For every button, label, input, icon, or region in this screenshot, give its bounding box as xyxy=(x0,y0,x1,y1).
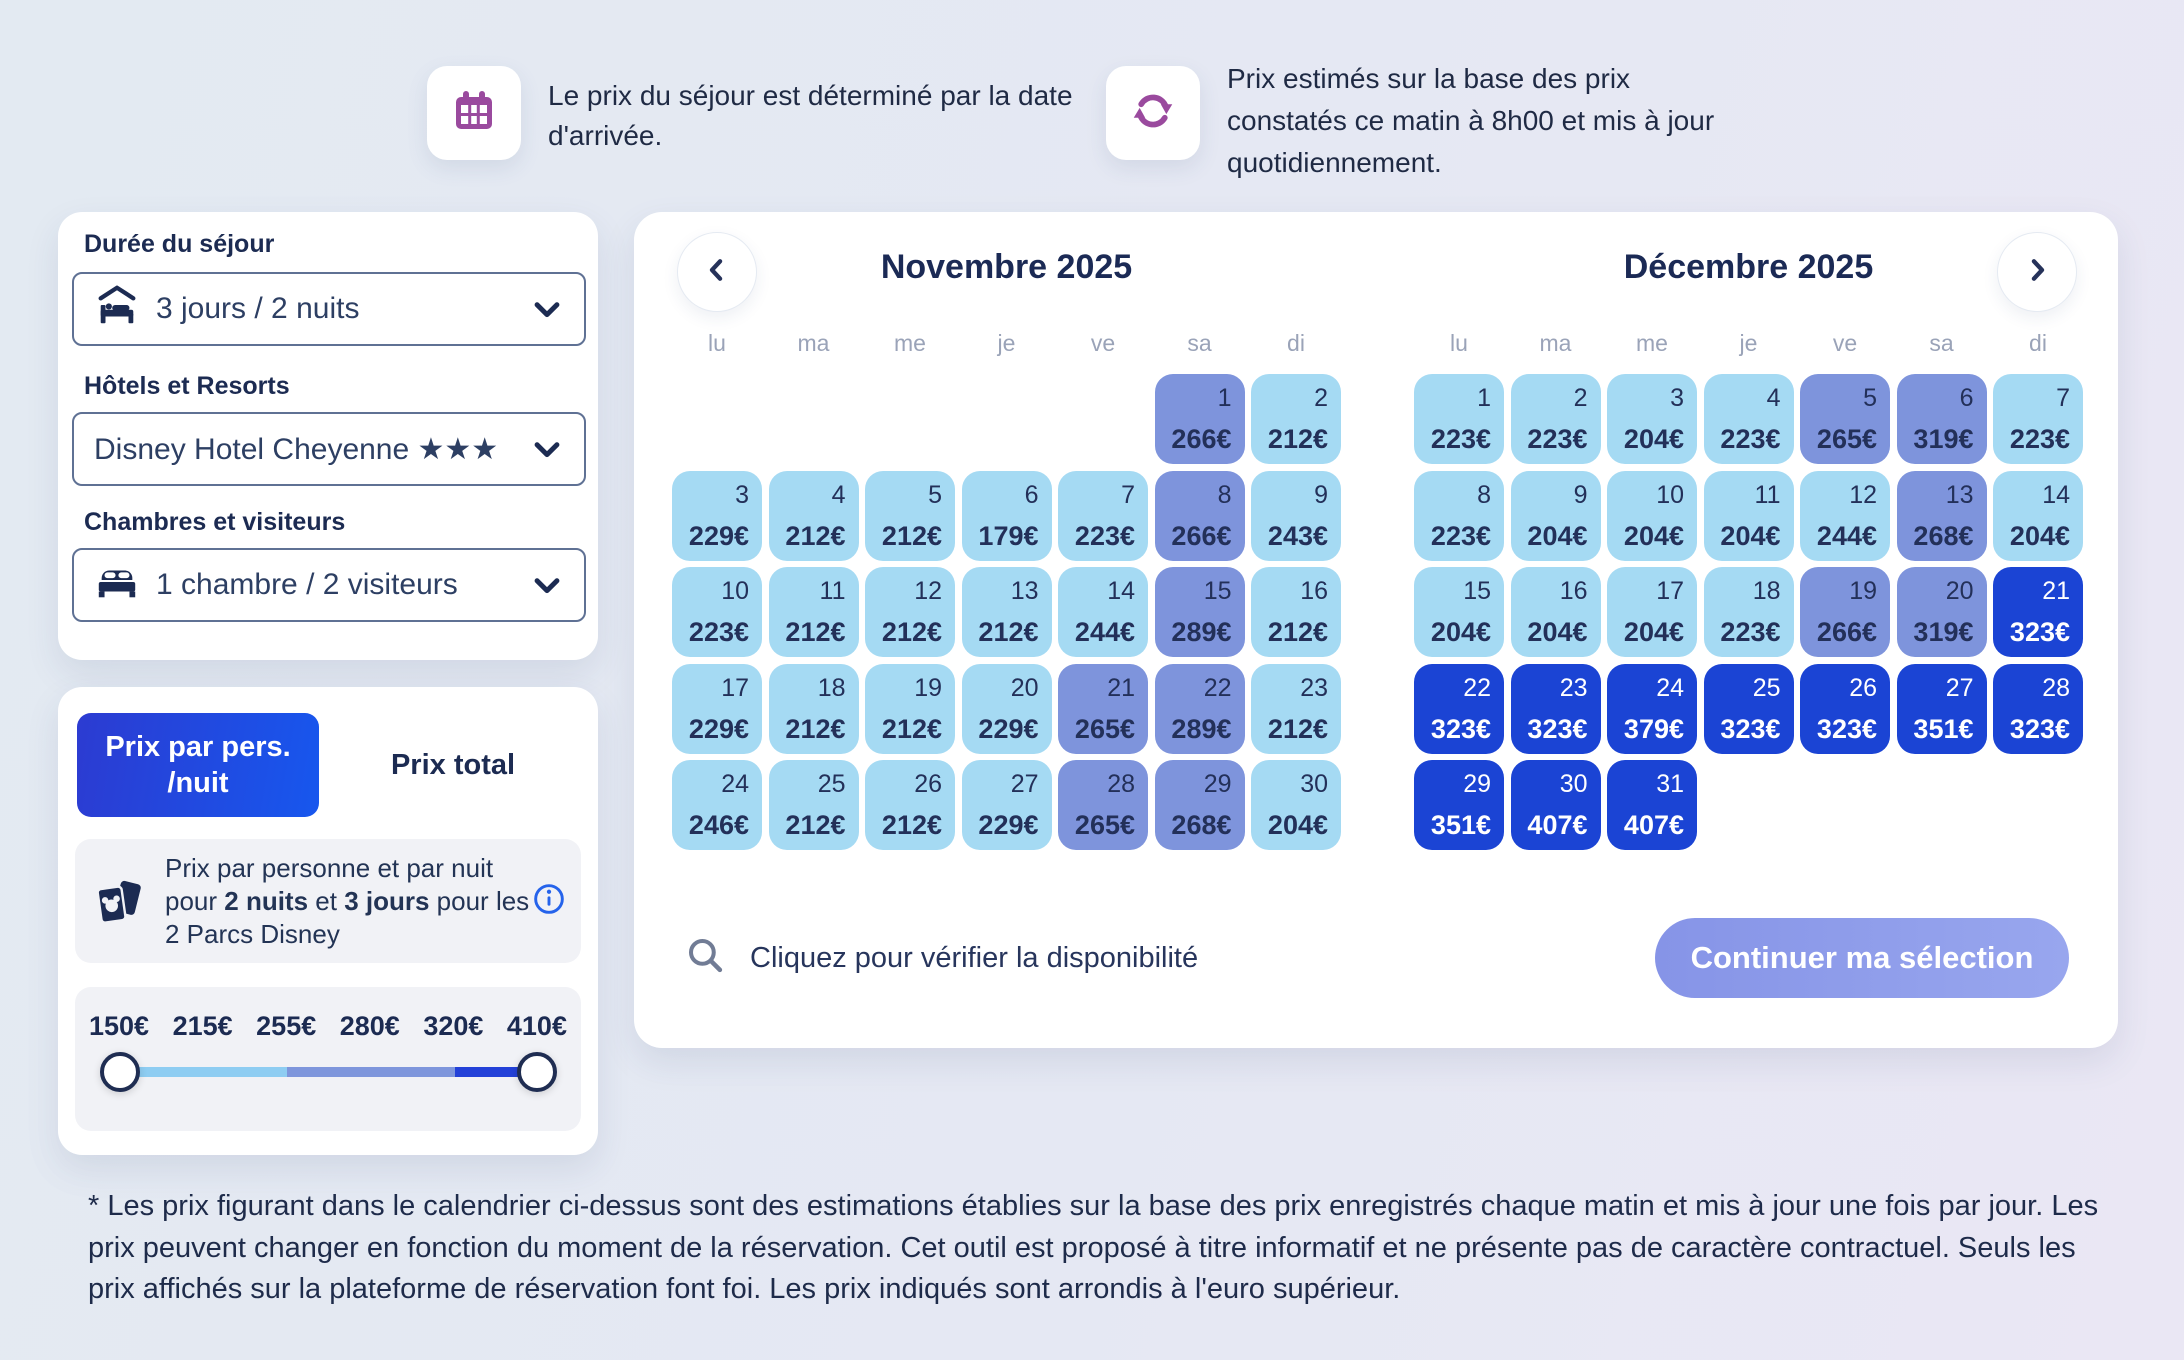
calendar-day-cell[interactable] xyxy=(1704,664,1794,754)
slider-label: 255€ xyxy=(256,1011,317,1041)
day-number: 10 xyxy=(721,577,749,605)
calendar-day-cell[interactable] xyxy=(1251,471,1341,561)
day-price: 268€ xyxy=(1171,810,1232,840)
filters-card xyxy=(58,212,598,660)
day-number: 5 xyxy=(1863,384,1877,412)
day-price: 212€ xyxy=(785,617,846,647)
day-price: 323€ xyxy=(1527,713,1588,744)
day-number: 6 xyxy=(1024,480,1039,509)
day-price: 223€ xyxy=(1720,617,1781,647)
day-number: 30 xyxy=(1300,770,1328,798)
day-price: 212€ xyxy=(1267,713,1328,744)
day-price: 212€ xyxy=(785,810,846,840)
calendar-day-cell[interactable] xyxy=(672,567,762,657)
calendar-icon xyxy=(450,87,498,140)
day-price: 266€ xyxy=(1816,617,1877,647)
calendar-day-cell[interactable] xyxy=(962,567,1052,657)
day-number: 2 xyxy=(1314,384,1328,412)
calendar-day-cell[interactable] xyxy=(865,567,955,657)
day-number: 8 xyxy=(1217,480,1232,509)
calendar-day-cell[interactable] xyxy=(1511,471,1601,561)
day-price: 289€ xyxy=(1171,617,1232,647)
price-total-toggle[interactable]: Prix total xyxy=(390,748,516,781)
day-number: 21 xyxy=(1107,673,1135,702)
day-number: 20 xyxy=(1010,673,1039,702)
weekday-label: ma xyxy=(797,330,830,356)
day-price: 179€ xyxy=(978,520,1039,551)
day-price: 351€ xyxy=(1913,713,1974,744)
day-number: 1 xyxy=(1477,384,1491,412)
day-number: 18 xyxy=(1752,577,1781,605)
calendar-day-cell[interactable] xyxy=(1414,567,1504,657)
day-number: 30 xyxy=(1559,770,1588,798)
weekday-label: je xyxy=(1739,330,1758,356)
info-text-bold-nights: 2 nuits xyxy=(224,886,309,916)
park-tickets-icon xyxy=(91,873,149,936)
day-number: 3 xyxy=(1670,384,1684,412)
day-price: 212€ xyxy=(881,810,942,840)
calendar-day-cell[interactable] xyxy=(1800,374,1890,464)
weekday-label: di xyxy=(2029,330,2047,356)
month-title-november: Novembre 2025 xyxy=(880,248,1133,286)
day-price: 223€ xyxy=(1074,520,1135,551)
day-number: 12 xyxy=(914,577,942,605)
day-number: 6 xyxy=(1959,384,1974,412)
month-grid-december xyxy=(1414,374,2083,850)
price-info-text xyxy=(165,852,533,951)
day-price: 223€ xyxy=(1720,424,1781,454)
calendar-day-cell[interactable] xyxy=(1058,760,1148,850)
info-icon[interactable] xyxy=(533,883,565,920)
calendar-day-cell[interactable] xyxy=(1511,567,1601,657)
calendar-day-cell[interactable] xyxy=(1993,374,2083,464)
price-slider-box xyxy=(75,987,581,1131)
calendar-day-cell[interactable] xyxy=(1155,664,1245,754)
refresh-banner-icon-card xyxy=(1106,66,1200,160)
calendar-day-cell[interactable] xyxy=(1993,567,2083,657)
calendar-day-cell[interactable] xyxy=(1897,374,1987,464)
hotel-select[interactable] xyxy=(72,412,586,486)
calendar-day-cell[interactable] xyxy=(1251,374,1341,464)
calendar-day-cell[interactable] xyxy=(1607,760,1697,850)
weekday-label: di xyxy=(1287,330,1305,356)
day-number: 2 xyxy=(1573,384,1588,412)
calendar-day-cell[interactable] xyxy=(1704,567,1794,657)
day-number: 15 xyxy=(1463,577,1491,605)
calendar-day-cell[interactable] xyxy=(1414,374,1504,464)
duration-value: 3 jours / 2 nuits xyxy=(156,292,360,325)
calendar-banner-icon-card xyxy=(427,66,521,160)
day-price: 204€ xyxy=(1267,810,1328,840)
day-price: 204€ xyxy=(1527,617,1588,647)
calendar-day-cell[interactable] xyxy=(1704,374,1794,464)
day-number: 12 xyxy=(1849,480,1877,509)
price-options-card xyxy=(58,687,598,1155)
day-price: 212€ xyxy=(881,713,942,744)
calendar-day-cell[interactable] xyxy=(865,760,955,850)
day-price: 243€ xyxy=(1267,520,1328,551)
day-number: 4 xyxy=(831,480,846,509)
day-price: 244€ xyxy=(1816,520,1877,551)
day-number: 26 xyxy=(1849,673,1877,702)
day-price: 212€ xyxy=(978,617,1039,647)
day-price: 319€ xyxy=(1913,617,1974,647)
day-number: 18 xyxy=(817,673,846,702)
duration-label: Durée du séjour xyxy=(84,230,275,258)
continue-selection-button[interactable]: Continuer ma sélection xyxy=(1655,918,2069,998)
day-number: 28 xyxy=(2042,673,2070,702)
slider-label: 150€ xyxy=(89,1011,150,1041)
calendar-day-cell[interactable] xyxy=(1993,664,2083,754)
day-number: 25 xyxy=(817,770,846,798)
info-text-segment: pour les 2 Parcs Disney xyxy=(165,886,530,949)
day-number: 13 xyxy=(1010,577,1039,605)
day-price: 289€ xyxy=(1171,713,1232,744)
calendar-day-cell[interactable] xyxy=(1414,471,1504,561)
month-grid-november xyxy=(672,374,1341,850)
calendar-day-cell[interactable] xyxy=(865,471,955,561)
slider-segment-low xyxy=(120,1067,287,1077)
day-price: 223€ xyxy=(1430,424,1491,454)
weekday-row-december xyxy=(1414,330,2083,357)
day-number: 24 xyxy=(721,770,749,798)
day-price: 265€ xyxy=(1074,713,1135,744)
calendar-day-cell[interactable] xyxy=(1897,664,1987,754)
day-number: 8 xyxy=(1477,480,1491,509)
chevron-down-icon xyxy=(530,568,564,602)
rooms-value: 1 chambre / 2 visiteurs xyxy=(156,568,458,601)
day-number: 9 xyxy=(1573,480,1588,509)
slider-handle-min[interactable] xyxy=(100,1052,140,1092)
chevron-down-icon xyxy=(530,292,564,326)
calendar-day-cell[interactable] xyxy=(672,471,762,561)
slider-labels-row xyxy=(75,987,581,1042)
calendar-day-cell[interactable] xyxy=(1897,471,1987,561)
day-number: 7 xyxy=(2056,384,2070,412)
day-number: 15 xyxy=(1203,577,1232,605)
day-price: 204€ xyxy=(1527,520,1588,551)
weekday-label: ma xyxy=(1539,330,1572,356)
day-price: 229€ xyxy=(688,713,749,744)
day-number: 14 xyxy=(1107,577,1135,605)
day-price: 212€ xyxy=(1267,617,1328,647)
calendar-day-cell[interactable] xyxy=(672,760,762,850)
day-price: 229€ xyxy=(688,520,749,551)
day-price: 223€ xyxy=(2009,424,2070,454)
day-number: 9 xyxy=(1314,480,1328,509)
day-price: 323€ xyxy=(2009,713,2070,744)
weekday-label: me xyxy=(894,330,926,356)
day-number: 25 xyxy=(1752,673,1781,702)
day-price: 229€ xyxy=(978,713,1039,744)
day-price: 204€ xyxy=(2009,520,2070,551)
day-price: 204€ xyxy=(1720,520,1781,551)
slider-label: 280€ xyxy=(339,1011,400,1041)
hotel-label: Hôtels et Resorts xyxy=(84,372,290,400)
calendar-day-cell[interactable] xyxy=(1511,664,1601,754)
weekday-label: je xyxy=(997,330,1016,356)
day-price: 212€ xyxy=(881,520,942,551)
day-number: 28 xyxy=(1107,770,1135,798)
weekday-label: ve xyxy=(1090,330,1116,356)
day-number: 27 xyxy=(1010,770,1039,798)
day-number: 27 xyxy=(1945,673,1974,702)
hotel-value: Disney Hotel Cheyenne ★★★ xyxy=(94,432,499,466)
day-price: 265€ xyxy=(1074,810,1135,840)
day-number: 14 xyxy=(2042,480,2070,509)
search-icon xyxy=(684,934,726,981)
footer-disclaimer: * Les prix figurant dans le calendrier ci-dessus sont des estimations établies sur la base des prix enregistrés chaque matin et mis à jour une fois par jour. Les prix peuvent changer en fonction du moment de la réservation. Cet outil est proposé à titre informatif et ne présente pas de caractère contractuel. Seuls les prix affichés sur la plateforme de réservation font foi. Les prix indiqués sont arrondis à l'euro supérieur. xyxy=(88,1190,2099,1305)
day-price: 204€ xyxy=(1623,617,1684,647)
calendar-day-cell[interactable] xyxy=(1155,471,1245,561)
day-number: 19 xyxy=(1849,577,1877,605)
day-price: 407€ xyxy=(1623,810,1684,840)
day-number: 22 xyxy=(1203,673,1232,702)
day-price: 265€ xyxy=(1816,424,1877,454)
day-number: 17 xyxy=(1656,577,1684,605)
day-number: 1 xyxy=(1217,384,1232,412)
calendar-day-cell[interactable] xyxy=(1607,471,1697,561)
day-price: 212€ xyxy=(881,617,942,647)
weekday-label: sa xyxy=(1187,330,1212,356)
day-number: 29 xyxy=(1203,770,1232,798)
double-bed-icon xyxy=(94,558,140,612)
day-number: 11 xyxy=(819,577,846,605)
calendar-day-cell[interactable] xyxy=(962,760,1052,850)
day-price: 204€ xyxy=(1623,424,1684,454)
calendar-day-cell[interactable] xyxy=(1414,664,1504,754)
slider-label: 215€ xyxy=(172,1011,233,1041)
day-number: 5 xyxy=(928,480,942,509)
day-price: 212€ xyxy=(785,713,846,744)
day-price: 266€ xyxy=(1171,424,1232,454)
calendar-day-cell[interactable] xyxy=(962,664,1052,754)
day-price: 407€ xyxy=(1527,810,1588,840)
day-number: 29 xyxy=(1463,770,1491,798)
calendar-day-cell[interactable] xyxy=(1800,664,1890,754)
day-number: 11 xyxy=(1754,480,1781,509)
calendar-day-cell[interactable] xyxy=(1058,567,1148,657)
calendar-day-cell[interactable] xyxy=(1511,374,1601,464)
availability-hint: Cliquez pour vérifier la disponibilité xyxy=(750,942,1199,974)
day-number: 4 xyxy=(1766,384,1781,412)
day-price: 323€ xyxy=(1720,713,1781,744)
calendar-day-cell[interactable] xyxy=(1607,567,1697,657)
day-number: 17 xyxy=(721,673,749,702)
calendar-day-cell[interactable] xyxy=(1607,374,1697,464)
calendar-day-cell[interactable] xyxy=(769,664,859,754)
calendar-day-cell[interactable] xyxy=(1414,760,1504,850)
day-price: 229€ xyxy=(978,810,1039,840)
calendar-day-cell[interactable] xyxy=(1897,567,1987,657)
day-number: 10 xyxy=(1656,480,1684,509)
slider-label: 320€ xyxy=(423,1011,484,1041)
calendar-day-cell[interactable] xyxy=(769,567,859,657)
calendar-day-cell[interactable] xyxy=(1800,567,1890,657)
banner-price-estimate-text: Prix estimés sur la base des prix constatés ce matin à 8h00 et mis à jour quotidiennement. xyxy=(1227,63,1715,178)
day-number: 16 xyxy=(1559,577,1588,605)
calendar-day-cell[interactable] xyxy=(1155,374,1245,464)
calendar-day-cell[interactable] xyxy=(1251,567,1341,657)
day-number: 3 xyxy=(735,480,749,509)
weekday-label: lu xyxy=(708,330,726,356)
day-price: 212€ xyxy=(785,520,846,551)
duration-select[interactable] xyxy=(72,272,586,346)
calendar-day-cell[interactable] xyxy=(1607,664,1697,754)
day-number: 24 xyxy=(1656,673,1684,702)
day-number: 7 xyxy=(1121,480,1135,509)
slider-handle-max[interactable] xyxy=(517,1052,557,1092)
day-price: 319€ xyxy=(1913,424,1974,454)
chevron-down-icon xyxy=(530,432,564,466)
price-slider-track[interactable] xyxy=(120,1067,537,1077)
rooms-select[interactable] xyxy=(72,548,586,622)
weekday-label: sa xyxy=(1929,330,1954,356)
calendar-day-cell[interactable] xyxy=(1058,471,1148,561)
info-text-segment: et xyxy=(308,886,345,916)
calendar-day-cell[interactable] xyxy=(1511,760,1601,850)
day-price: 244€ xyxy=(1074,617,1135,647)
day-price: 246€ xyxy=(688,810,749,840)
day-price: 204€ xyxy=(1623,520,1684,551)
day-number: 23 xyxy=(1559,673,1588,702)
day-price: 379€ xyxy=(1623,713,1684,744)
day-price: 268€ xyxy=(1913,520,1974,551)
weekday-label: ve xyxy=(1832,330,1858,356)
price-per-person-toggle[interactable]: Prix par pers. /nuit xyxy=(77,713,319,817)
calendar-day-cell[interactable] xyxy=(1251,760,1341,850)
calendar-day-cell[interactable] xyxy=(1993,471,2083,561)
slider-segment-mid xyxy=(287,1067,455,1077)
refresh-icon xyxy=(1128,86,1178,141)
calendar-day-cell[interactable] xyxy=(1251,664,1341,754)
weekday-label: me xyxy=(1636,330,1668,356)
day-number: 31 xyxy=(1656,770,1684,798)
day-price: 323€ xyxy=(2009,617,2070,647)
rooms-label: Chambres et visiteurs xyxy=(84,508,346,536)
info-text-bold-days: 3 jours xyxy=(344,886,430,916)
day-price: 212€ xyxy=(1267,424,1328,454)
calendar-day-cell[interactable] xyxy=(769,471,859,561)
calendar-day-cell[interactable] xyxy=(962,471,1052,561)
day-price: 223€ xyxy=(1430,520,1491,551)
day-number: 19 xyxy=(914,673,942,702)
price-info-box xyxy=(75,839,581,963)
day-price: 323€ xyxy=(1430,713,1491,744)
day-number: 16 xyxy=(1300,577,1328,605)
day-price: 223€ xyxy=(688,617,749,647)
day-number: 23 xyxy=(1300,673,1328,702)
calendar-day-cell[interactable] xyxy=(769,760,859,850)
weekday-row-november xyxy=(672,330,1341,357)
day-price: 323€ xyxy=(1816,713,1877,744)
hotel-bed-icon xyxy=(94,282,140,336)
day-number: 22 xyxy=(1463,673,1491,702)
day-number: 21 xyxy=(2042,577,2070,605)
day-price: 223€ xyxy=(1527,424,1588,454)
calendar-day-cell[interactable] xyxy=(1155,760,1245,850)
day-number: 20 xyxy=(1945,577,1974,605)
banner-arrival-date-text: Le prix du séjour est déterminé par la date d'arrivée. xyxy=(548,80,1073,151)
calendar-day-cell[interactable] xyxy=(1155,567,1245,657)
calendar-day-cell[interactable] xyxy=(1800,471,1890,561)
calendar-panel xyxy=(634,212,2118,1048)
calendar-day-cell[interactable] xyxy=(672,664,762,754)
calendar-day-cell[interactable] xyxy=(865,664,955,754)
day-price: 204€ xyxy=(1430,617,1491,647)
month-title-december: Décembre 2025 xyxy=(1623,248,1874,286)
day-price: 266€ xyxy=(1171,520,1232,551)
day-price: 351€ xyxy=(1430,810,1491,840)
weekday-label: lu xyxy=(1450,330,1468,356)
slider-label: 410€ xyxy=(506,1011,567,1041)
calendar-day-cell[interactable] xyxy=(1058,664,1148,754)
day-number: 13 xyxy=(1945,480,1974,509)
calendar-day-cell[interactable] xyxy=(1704,471,1794,561)
day-number: 26 xyxy=(914,770,942,798)
info-text-segment: Prix par personne et par nuit pour xyxy=(165,853,494,916)
